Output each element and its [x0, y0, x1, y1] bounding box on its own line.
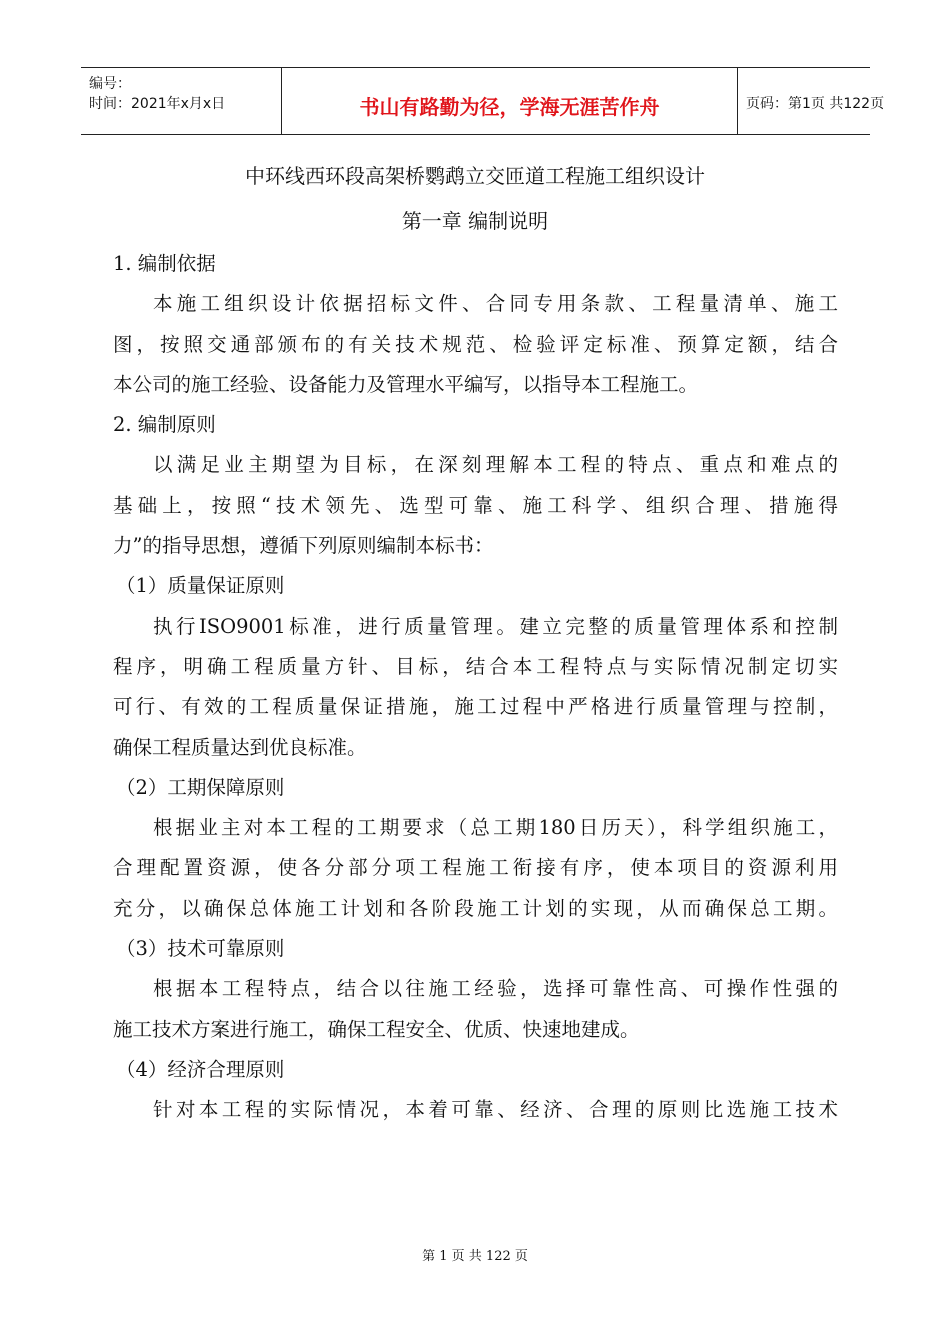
paragraph-line: 图，按照交通部颁布的有关技术规范、检验评定标准、预算定额，结合	[113, 332, 838, 356]
section-heading: 1. 编制依据	[113, 252, 216, 275]
paragraph-line: 确保工程质量达到优良标准。	[113, 735, 367, 759]
section-heading: 2. 编制原则	[113, 413, 216, 437]
code-label: 编号：	[89, 76, 131, 92]
subsection-heading: （4）经济合理原则	[116, 1057, 285, 1081]
subsection-heading: （1）质量保证原则	[116, 574, 285, 598]
paragraph-line: 本施工组织设计依据招标文件、合同专用条款、工程量清单、施工	[153, 292, 838, 316]
header-meta	[81, 68, 281, 134]
paragraph-line: 本公司的施工经验、设备能力及管理水平编写，以指导本工程施工。	[113, 372, 699, 396]
paragraph-line: 根据本工程特点，结合以往施工经验，选择可靠性高、可操作性强的	[153, 977, 838, 1001]
header-motto: 书山有路勤为径，学海无涯苦作舟	[281, 68, 738, 134]
paragraph-line: 可行、有效的工程质量保证措施，施工过程中严格进行质量管理与控制，	[113, 695, 838, 719]
paragraph-line: 执行ISO9001标准，进行质量管理。建立完整的质量管理体系和控制	[153, 614, 838, 638]
paragraph-line: 以满足业主期望为目标，在深刻理解本工程的特点、重点和难点的	[153, 453, 838, 477]
header-page-info: 页码：第1页 共122页	[746, 96, 885, 112]
paragraph-line: 充分，以确保总体施工计划和各阶段施工计划的实现，从而确保总工期。	[113, 896, 838, 920]
page-footer: 第 1 页 共 122 页	[422, 1249, 528, 1264]
paragraph-line: 合理配置资源，使各分部分项工程施工衔接有序，使本项目的资源利用	[113, 856, 838, 880]
paragraph-line: 基础上，按照“技术领先、选型可靠、施工科学、组织合理、措施得	[113, 493, 838, 517]
chapter-heading: 第一章 编制说明	[401, 209, 549, 233]
paragraph-line: 根据业主对本工程的工期要求（总工期180日历天），科学组织施工，	[153, 816, 838, 840]
paragraph-line: 程序，明确工程质量方针、目标，结合本工程特点与实际情况制定切实	[113, 654, 838, 678]
paragraph-line: 施工技术方案进行施工，确保工程安全、优质、快速地建成。	[113, 1017, 640, 1041]
body-text	[113, 244, 838, 1131]
time-label: 时间：2021年x月x日	[89, 96, 226, 112]
document-title: 中环线西环段高架桥鹦鹉立交匝道工程施工组织设计	[245, 164, 705, 188]
paragraph-line: 针对本工程的实际情况，本着可靠、经济、合理的原则比选施工技术	[153, 1098, 838, 1122]
document-header	[81, 67, 885, 135]
subsection-heading: （2）工期保障原则	[116, 775, 285, 799]
subsection-heading: （3）技术可靠原则	[116, 937, 285, 961]
paragraph-line: 力”的指导思想，遵循下列原则编制本标书：	[113, 534, 494, 558]
